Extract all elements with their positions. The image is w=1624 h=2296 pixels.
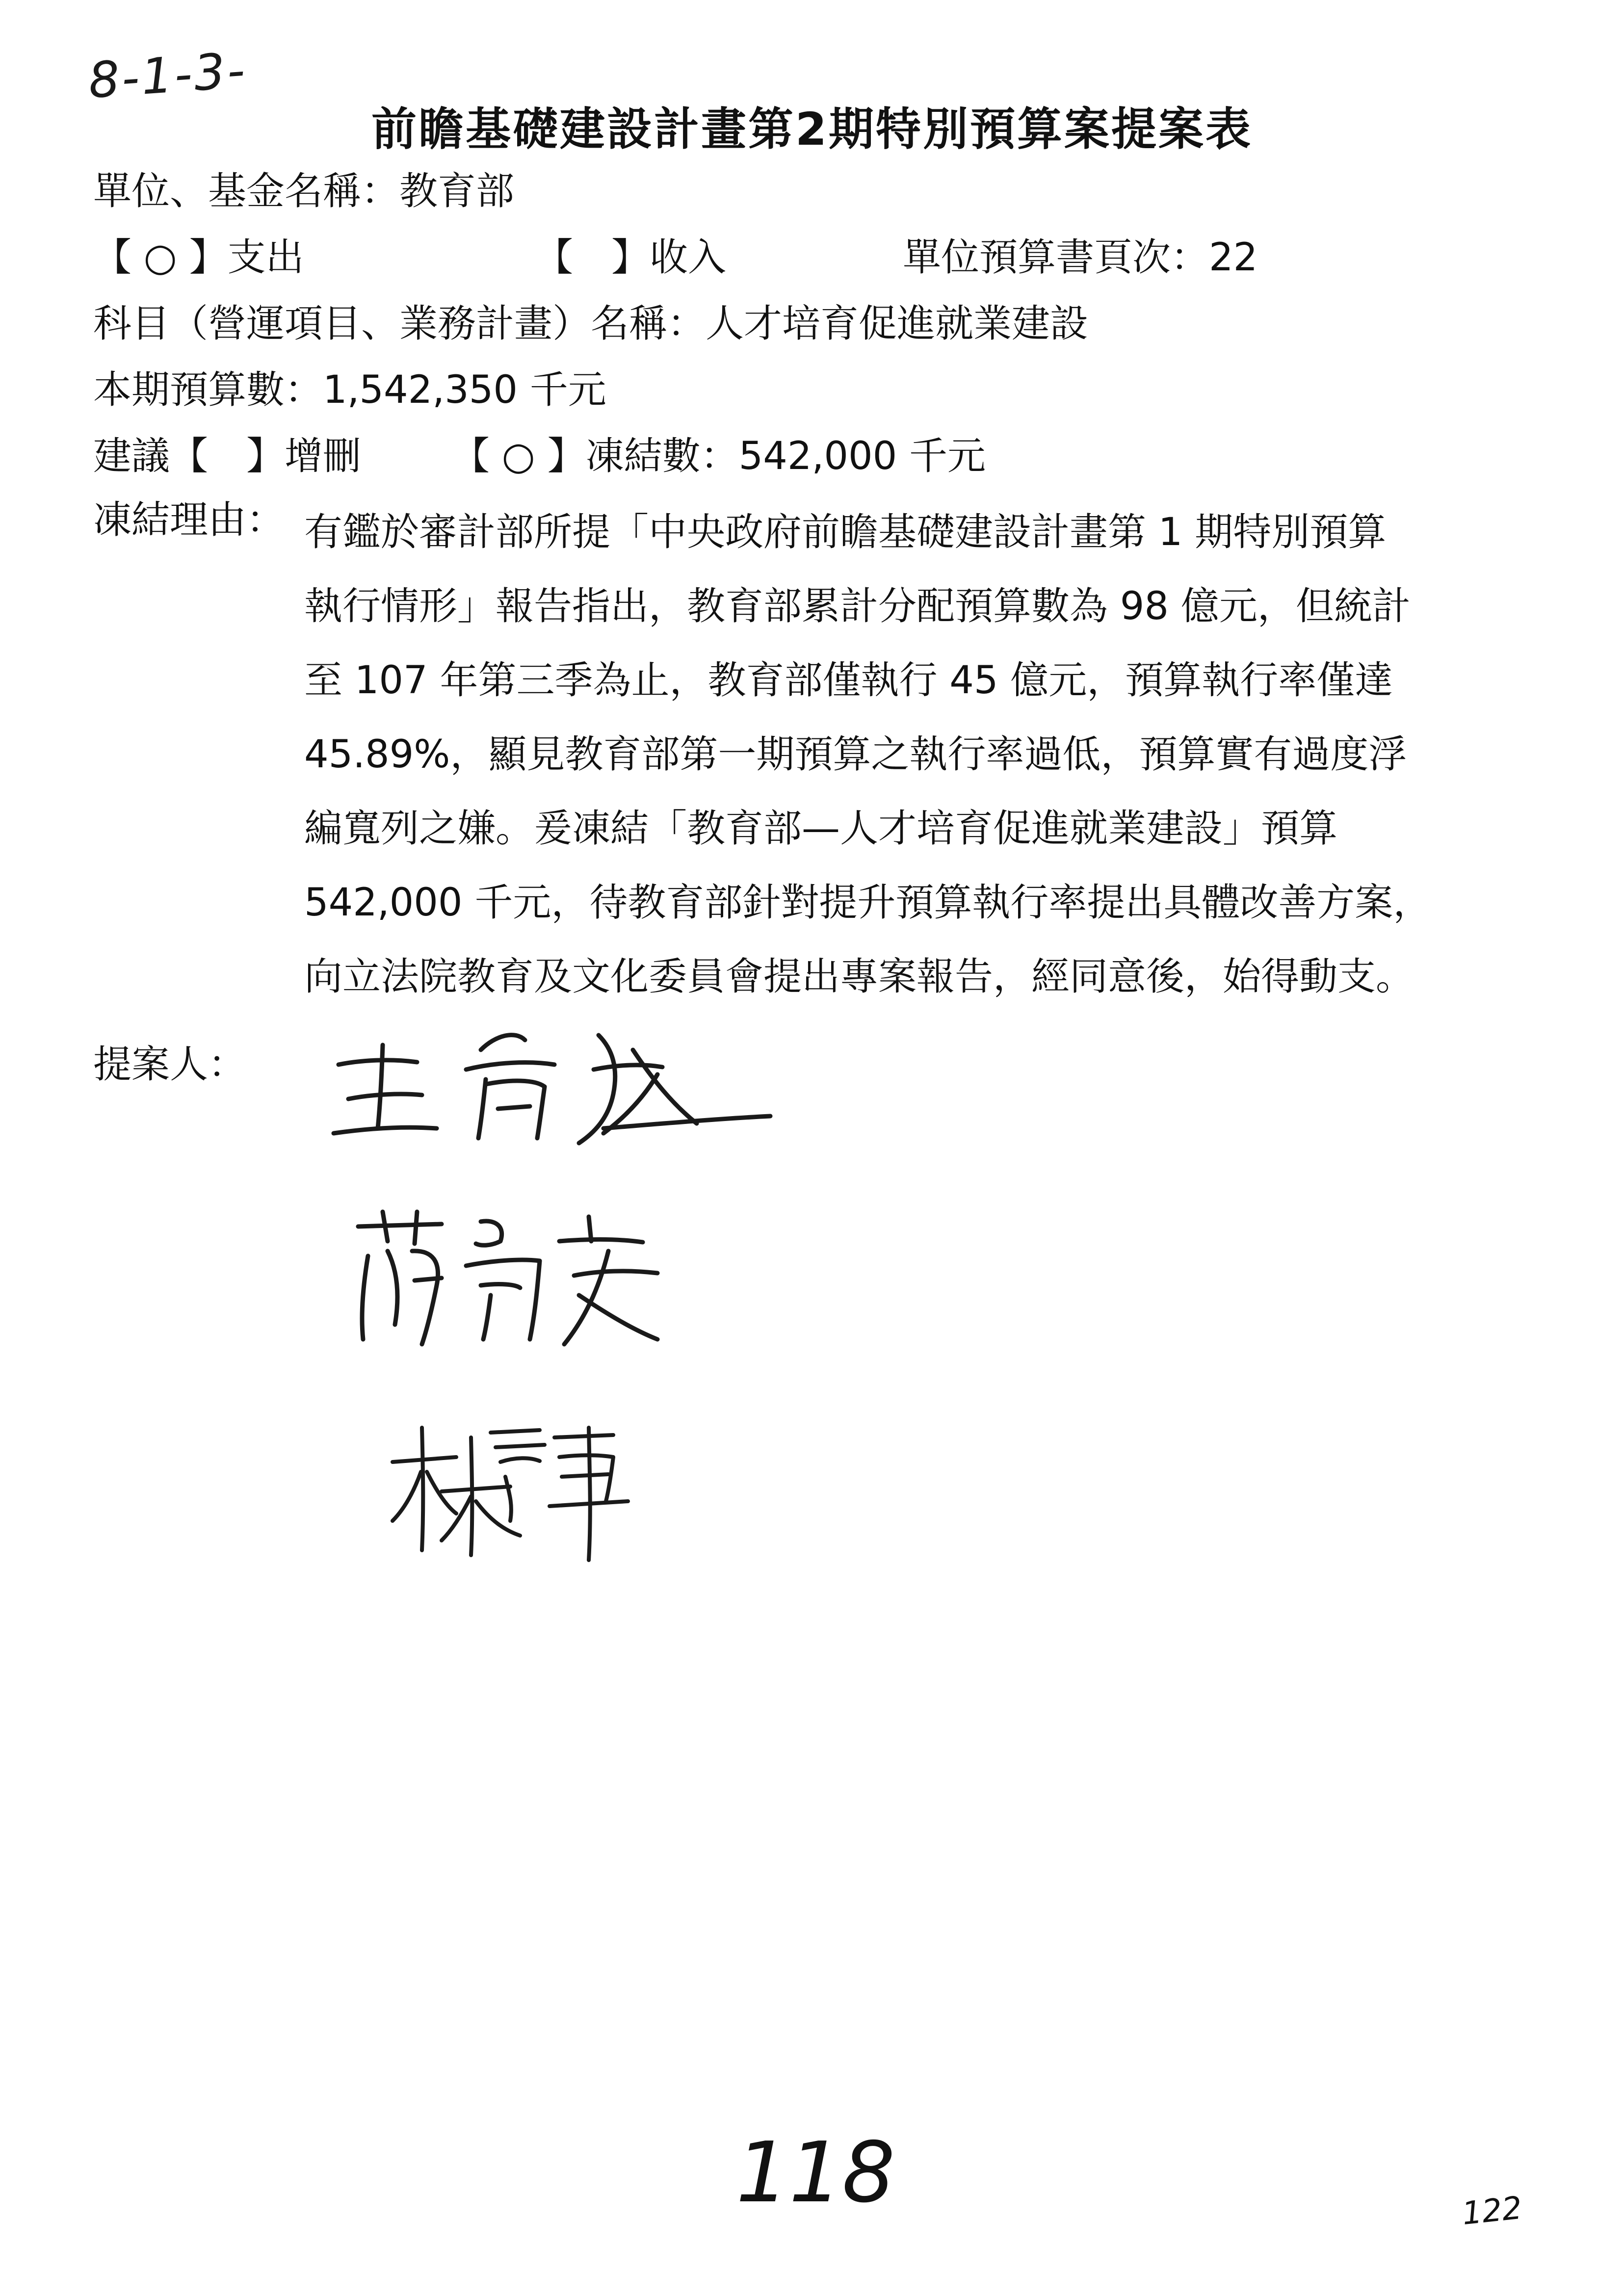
budget-amount-line: 本期預算數：1,542,350 千元 [93, 368, 606, 412]
freeze-reason-label: 凍結理由： [93, 498, 285, 542]
reason-line: 向立法院教育及文化委員會提出專案報告，經同意後，始得動支。 [304, 955, 1414, 999]
signature-3 [383, 1408, 638, 1565]
corner-page-mark: 122 [1460, 2190, 1524, 2233]
reason-line: 編寬列之嫌。爰凍結「教育部—人才培育促進就業建設」預算 [304, 807, 1338, 851]
income-checkbox-label: 【 】收入 [535, 235, 727, 280]
document-title: 前瞻基礎建設計畫第2期特別預算案提案表 [371, 103, 1253, 156]
signature-2 [343, 1197, 687, 1354]
reason-line: 542,000 千元，待教育部針對提升預算執行率提出具體改善方案， [304, 881, 1432, 925]
proposal-adjust-label: 建議【 】增刪 [93, 434, 362, 478]
proposer-label: 提案人： [93, 1043, 247, 1087]
reason-line: 至 107 年第三季為止，教育部僅執行 45 億元，預算執行率僅達 [304, 658, 1393, 703]
expense-checkbox-label: 【 ○ 】支出 [93, 235, 304, 280]
budget-page-reference: 單位預算書頁次：22 [903, 235, 1258, 280]
proposal-freeze-label: 【 ○ 】凍結數：542,000 千元 [451, 434, 986, 478]
reason-line: 執行情形」報告指出，教育部累計分配預算數為 98 億元，但統計 [304, 584, 1411, 628]
unit-line: 單位、基金名稱：教育部 [93, 169, 515, 213]
reason-line: 45.89%，顯見教育部第一期預算之執行率過低，預算實有過度浮 [304, 732, 1407, 777]
handwritten-reference-mark: 8-1-3- [86, 41, 249, 110]
freeze-reason-text [304, 496, 1550, 1014]
subject-line: 科目（營運項目、業務計畫）名稱：人才培育促進就業建設 [93, 302, 1089, 346]
signature-1 [319, 1006, 785, 1153]
reason-line: 有鑑於審計部所提「中央政府前瞻基礎建設計畫第 1 期特別預算 [304, 510, 1387, 554]
page-number: 118 [736, 2124, 895, 2221]
